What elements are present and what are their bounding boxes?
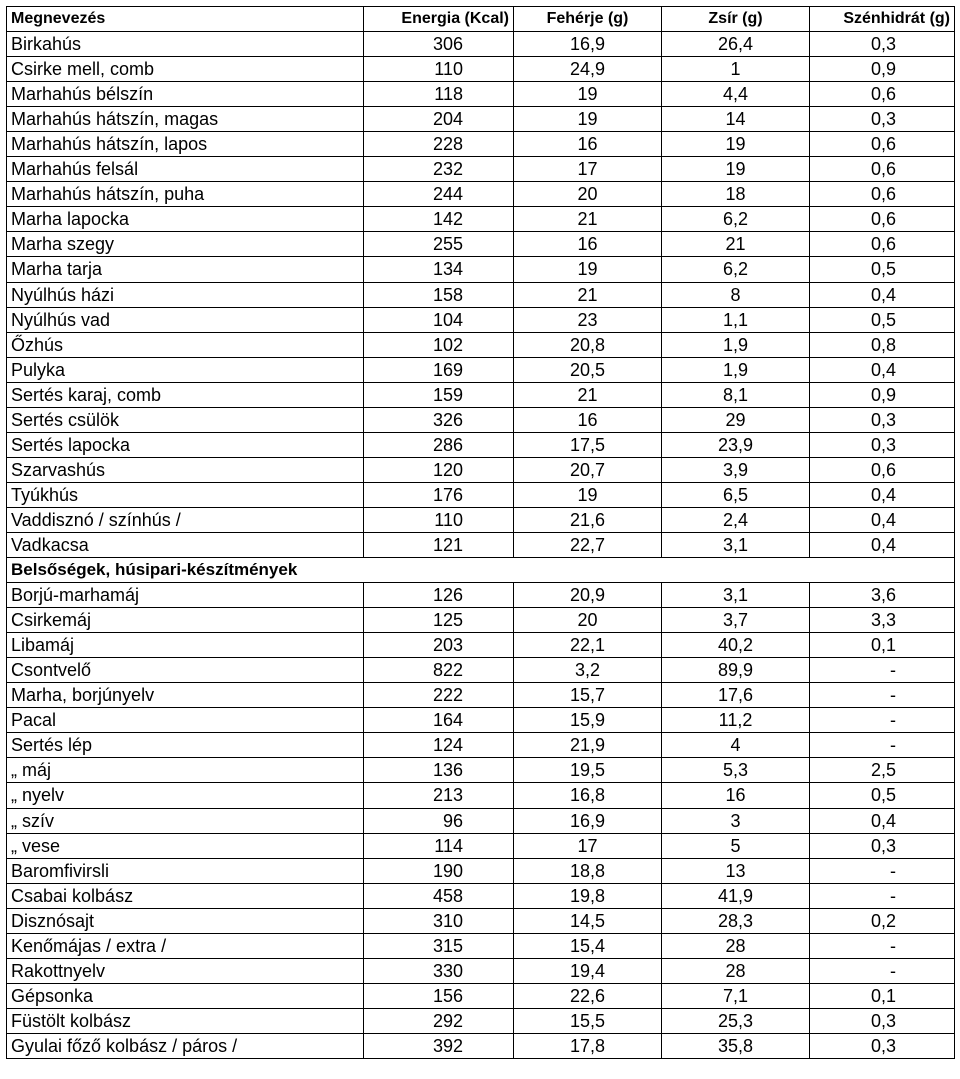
cell-name[interactable]: Őzhús: [7, 332, 364, 357]
cell-fat[interactable]: 3,1: [662, 583, 810, 608]
cell-protein[interactable]: 22,1: [514, 633, 662, 658]
cell-carbohydrate[interactable]: 0,3: [810, 107, 955, 132]
cell-fat[interactable]: 6,2: [662, 257, 810, 282]
cell-fat[interactable]: 7,1: [662, 983, 810, 1008]
cell-protein[interactable]: 19: [514, 82, 662, 107]
cell-carbohydrate[interactable]: 0,4: [810, 482, 955, 507]
cell-carbohydrate[interactable]: 0,6: [810, 232, 955, 257]
cell-energy[interactable]: 330: [364, 958, 514, 983]
cell-name[interactable]: Kenőmájas / extra /: [7, 933, 364, 958]
cell-fat[interactable]: 41,9: [662, 883, 810, 908]
cell-protein[interactable]: 19,8: [514, 883, 662, 908]
cell-energy[interactable]: 120: [364, 457, 514, 482]
cell-name[interactable]: Marhahús hátszín, lapos: [7, 132, 364, 157]
cell-protein[interactable]: 17,5: [514, 432, 662, 457]
table-row: [7, 1008, 955, 1033]
cell-protein[interactable]: 18,8: [514, 858, 662, 883]
table-row: [7, 858, 955, 883]
cell-fat[interactable]: 17,6: [662, 683, 810, 708]
cell-energy[interactable]: 118: [364, 82, 514, 107]
cell-fat[interactable]: 35,8: [662, 1033, 810, 1058]
cell-name[interactable]: Tyúkhús: [7, 482, 364, 507]
cell-energy[interactable]: 458: [364, 883, 514, 908]
cell-carbohydrate[interactable]: 0,5: [810, 257, 955, 282]
cell-protein[interactable]: 16: [514, 132, 662, 157]
table-row: [7, 182, 955, 207]
cell-energy[interactable]: 169: [364, 357, 514, 382]
cell-name[interactable]: Birkahús: [7, 32, 364, 57]
cell-name[interactable]: Marha, borjúnyelv: [7, 683, 364, 708]
cell-protein[interactable]: 21: [514, 382, 662, 407]
table-row: [7, 82, 955, 107]
cell-fat[interactable]: 1,1: [662, 307, 810, 332]
column-header-protein[interactable]: Fehérje (g): [514, 7, 662, 32]
cell-energy[interactable]: 292: [364, 1008, 514, 1033]
cell-protein[interactable]: 20: [514, 182, 662, 207]
table-row: [7, 1033, 955, 1058]
cell-carbohydrate[interactable]: 0,1: [810, 983, 955, 1008]
table-row: [7, 583, 955, 608]
cell-protein[interactable]: 3,2: [514, 658, 662, 683]
table-row: [7, 633, 955, 658]
table-row: [7, 132, 955, 157]
cell-energy[interactable]: 142: [364, 207, 514, 232]
cell-fat[interactable]: 18: [662, 182, 810, 207]
cell-name[interactable]: Marha tarja: [7, 257, 364, 282]
cell-energy[interactable]: 102: [364, 332, 514, 357]
cell-carbohydrate[interactable]: 2,5: [810, 758, 955, 783]
cell-energy[interactable]: 228: [364, 132, 514, 157]
cell-carbohydrate[interactable]: 0,4: [810, 808, 955, 833]
cell-fat[interactable]: 5: [662, 833, 810, 858]
cell-protein[interactable]: 17: [514, 157, 662, 182]
cell-name[interactable]: Nyúlhús házi: [7, 282, 364, 307]
cell-fat[interactable]: 23,9: [662, 432, 810, 457]
cell-carbohydrate[interactable]: 0,4: [810, 532, 955, 557]
cell-fat[interactable]: 28,3: [662, 908, 810, 933]
cell-protein[interactable]: 22,7: [514, 532, 662, 557]
nutrition-table: [6, 6, 955, 1059]
cell-carbohydrate[interactable]: 0,6: [810, 207, 955, 232]
cell-energy[interactable]: 156: [364, 983, 514, 1008]
column-header-energy[interactable]: Energia (Kcal): [364, 7, 514, 32]
cell-protein[interactable]: 16,9: [514, 32, 662, 57]
cell-protein[interactable]: 17,8: [514, 1033, 662, 1058]
cell-protein[interactable]: 16,8: [514, 783, 662, 808]
cell-name[interactable]: Pulyka: [7, 357, 364, 382]
table-row: [7, 107, 955, 132]
cell-energy[interactable]: 110: [364, 57, 514, 82]
cell-name[interactable]: Csontvelő: [7, 658, 364, 683]
table-row: [7, 683, 955, 708]
cell-name[interactable]: Marhahús hátszín, puha: [7, 182, 364, 207]
cell-energy[interactable]: 392: [364, 1033, 514, 1058]
cell-protein[interactable]: 21: [514, 207, 662, 232]
table-row: [7, 457, 955, 482]
table-row: [7, 758, 955, 783]
cell-protein[interactable]: 19: [514, 107, 662, 132]
cell-fat[interactable]: 19: [662, 132, 810, 157]
cell-energy[interactable]: 164: [364, 708, 514, 733]
table-row: [7, 833, 955, 858]
cell-protein[interactable]: 20,8: [514, 332, 662, 357]
cell-fat[interactable]: 26,4: [662, 32, 810, 57]
cell-energy[interactable]: 326: [364, 407, 514, 432]
table-row: [7, 733, 955, 758]
cell-energy[interactable]: 310: [364, 908, 514, 933]
cell-carbohydrate[interactable]: 0,3: [810, 32, 955, 57]
table-row: [7, 808, 955, 833]
cell-name[interactable]: Marhahús hátszín, magas: [7, 107, 364, 132]
cell-protein[interactable]: 15,4: [514, 933, 662, 958]
cell-fat[interactable]: 1,9: [662, 332, 810, 357]
table-body: [7, 32, 955, 1059]
cell-fat[interactable]: 3,7: [662, 608, 810, 633]
cell-protein[interactable]: 21: [514, 282, 662, 307]
cell-energy[interactable]: 176: [364, 482, 514, 507]
cell-name[interactable]: Marha szegy: [7, 232, 364, 257]
table-row: [7, 157, 955, 182]
cell-fat[interactable]: 4,4: [662, 82, 810, 107]
table-row: [7, 207, 955, 232]
cell-carbohydrate[interactable]: 0,4: [810, 507, 955, 532]
table-row: [7, 332, 955, 357]
section-header-row: [7, 558, 955, 583]
cell-protein[interactable]: 24,9: [514, 57, 662, 82]
cell-energy[interactable]: 190: [364, 858, 514, 883]
cell-carbohydrate[interactable]: 0,6: [810, 82, 955, 107]
cell-energy[interactable]: 104: [364, 307, 514, 332]
cell-carbohydrate[interactable]: 0,6: [810, 182, 955, 207]
cell-carbohydrate[interactable]: 0,6: [810, 457, 955, 482]
cell-name[interactable]: Sertés lép: [7, 733, 364, 758]
table-row: [7, 307, 955, 332]
cell-protein[interactable]: 20,5: [514, 357, 662, 382]
cell-name[interactable]: Vaddisznó / színhús /: [7, 507, 364, 532]
table-row: [7, 432, 955, 457]
cell-fat[interactable]: 19: [662, 157, 810, 182]
cell-energy[interactable]: 286: [364, 432, 514, 457]
cell-carbohydrate[interactable]: 0,5: [810, 307, 955, 332]
cell-protein[interactable]: 23: [514, 307, 662, 332]
cell-carbohydrate[interactable]: 3,3: [810, 608, 955, 633]
cell-name[interactable]: Rakottnyelv: [7, 958, 364, 983]
cell-carbohydrate[interactable]: -: [810, 858, 955, 883]
cell-name[interactable]: Marhahús bélszín: [7, 82, 364, 107]
cell-protein[interactable]: 17: [514, 833, 662, 858]
cell-fat[interactable]: 1,9: [662, 357, 810, 382]
cell-name[interactable]: Disznósajt: [7, 908, 364, 933]
table-row: [7, 282, 955, 307]
cell-energy[interactable]: 134: [364, 257, 514, 282]
cell-name[interactable]: Csirkemáj: [7, 608, 364, 633]
cell-fat[interactable]: 29: [662, 407, 810, 432]
cell-energy[interactable]: 126: [364, 583, 514, 608]
cell-energy[interactable]: 315: [364, 933, 514, 958]
table-row: [7, 608, 955, 633]
cell-carbohydrate[interactable]: 3,6: [810, 583, 955, 608]
cell-name[interactable]: Borjú-marhamáj: [7, 583, 364, 608]
cell-fat[interactable]: 1: [662, 57, 810, 82]
cell-protein[interactable]: 22,6: [514, 983, 662, 1008]
cell-name[interactable]: Csabai kolbász: [7, 883, 364, 908]
cell-carbohydrate[interactable]: 0,6: [810, 132, 955, 157]
cell-name[interactable]: Sertés csülök: [7, 407, 364, 432]
section-title[interactable]: Belsőségek, húsipari-készítmények: [7, 558, 955, 583]
cell-protein[interactable]: 16: [514, 232, 662, 257]
table-row: [7, 883, 955, 908]
header-row: [7, 7, 955, 32]
cell-name[interactable]: Gépsonka: [7, 983, 364, 1008]
cell-carbohydrate[interactable]: 0,3: [810, 1033, 955, 1058]
cell-carbohydrate[interactable]: 0,9: [810, 57, 955, 82]
cell-fat[interactable]: 4: [662, 733, 810, 758]
cell-name[interactable]: Gyulai főző kolbász / páros /: [7, 1033, 364, 1058]
cell-carbohydrate[interactable]: 0,3: [810, 432, 955, 457]
cell-energy[interactable]: 255: [364, 232, 514, 257]
cell-fat[interactable]: 2,4: [662, 507, 810, 532]
cell-protein[interactable]: 16: [514, 407, 662, 432]
cell-name[interactable]: Marhahús felsál: [7, 157, 364, 182]
cell-protein[interactable]: 20,9: [514, 583, 662, 608]
cell-protein[interactable]: 21,6: [514, 507, 662, 532]
cell-carbohydrate[interactable]: 0,3: [810, 407, 955, 432]
table-row: [7, 357, 955, 382]
table-row: [7, 482, 955, 507]
cell-energy[interactable]: 222: [364, 683, 514, 708]
column-header-carbohydrate[interactable]: Szénhidrát (g): [810, 7, 955, 32]
table-row: [7, 32, 955, 57]
cell-name[interactable]: Csirke mell, comb: [7, 57, 364, 82]
cell-carbohydrate[interactable]: 0,6: [810, 157, 955, 182]
cell-name[interactable]: „ vese: [7, 833, 364, 858]
cell-fat[interactable]: 89,9: [662, 658, 810, 683]
cell-protein[interactable]: 19,4: [514, 958, 662, 983]
cell-energy[interactable]: 125: [364, 608, 514, 633]
cell-name[interactable]: Vadkacsa: [7, 532, 364, 557]
cell-protein[interactable]: 21,9: [514, 733, 662, 758]
table-row: [7, 407, 955, 432]
table-row: [7, 658, 955, 683]
cell-energy[interactable]: 822: [364, 658, 514, 683]
cell-carbohydrate[interactable]: -: [810, 933, 955, 958]
cell-carbohydrate[interactable]: 0,4: [810, 357, 955, 382]
cell-energy[interactable]: 159: [364, 382, 514, 407]
cell-carbohydrate[interactable]: -: [810, 658, 955, 683]
table-row: [7, 933, 955, 958]
cell-fat[interactable]: 6,5: [662, 482, 810, 507]
cell-carbohydrate[interactable]: -: [810, 733, 955, 758]
cell-carbohydrate[interactable]: 0,3: [810, 1008, 955, 1033]
cell-fat[interactable]: 25,3: [662, 1008, 810, 1033]
table-row: [7, 507, 955, 532]
cell-name[interactable]: Füstölt kolbász: [7, 1008, 364, 1033]
cell-protein[interactable]: 19,5: [514, 758, 662, 783]
table-row: [7, 958, 955, 983]
table-row: [7, 708, 955, 733]
cell-protein[interactable]: 14,5: [514, 908, 662, 933]
table-row: [7, 783, 955, 808]
column-header-fat[interactable]: Zsír (g): [662, 7, 810, 32]
cell-protein[interactable]: 20: [514, 608, 662, 633]
cell-fat[interactable]: 6,2: [662, 207, 810, 232]
cell-fat[interactable]: 3,9: [662, 457, 810, 482]
cell-energy[interactable]: 232: [364, 157, 514, 182]
cell-carbohydrate[interactable]: 0,1: [810, 633, 955, 658]
cell-fat[interactable]: 3,1: [662, 532, 810, 557]
cell-fat[interactable]: 8,1: [662, 382, 810, 407]
cell-energy[interactable]: 203: [364, 633, 514, 658]
cell-name[interactable]: „ szív: [7, 808, 364, 833]
cell-energy[interactable]: 136: [364, 758, 514, 783]
cell-protein[interactable]: 19: [514, 257, 662, 282]
cell-fat[interactable]: 16: [662, 783, 810, 808]
cell-energy[interactable]: 96: [364, 808, 514, 833]
cell-name[interactable]: „ nyelv: [7, 783, 364, 808]
cell-name[interactable]: Sertés lapocka: [7, 432, 364, 457]
cell-energy[interactable]: 158: [364, 282, 514, 307]
cell-name[interactable]: Baromfivirsli: [7, 858, 364, 883]
cell-name[interactable]: Libamáj: [7, 633, 364, 658]
cell-name[interactable]: „ máj: [7, 758, 364, 783]
cell-name[interactable]: Szarvashús: [7, 457, 364, 482]
cell-name[interactable]: Marha lapocka: [7, 207, 364, 232]
cell-fat[interactable]: 28: [662, 958, 810, 983]
cell-protein[interactable]: 15,9: [514, 708, 662, 733]
cell-fat[interactable]: 3: [662, 808, 810, 833]
cell-carbohydrate[interactable]: -: [810, 883, 955, 908]
cell-protein[interactable]: 15,7: [514, 683, 662, 708]
cell-name[interactable]: Nyúlhús vad: [7, 307, 364, 332]
cell-carbohydrate[interactable]: 0,9: [810, 382, 955, 407]
column-header-name[interactable]: Megnevezés: [7, 7, 364, 32]
cell-fat[interactable]: 13: [662, 858, 810, 883]
cell-protein[interactable]: 19: [514, 482, 662, 507]
cell-energy[interactable]: 124: [364, 733, 514, 758]
cell-fat[interactable]: 40,2: [662, 633, 810, 658]
cell-protein[interactable]: 16,9: [514, 808, 662, 833]
cell-energy[interactable]: 110: [364, 507, 514, 532]
cell-energy[interactable]: 204: [364, 107, 514, 132]
table-row: [7, 908, 955, 933]
cell-protein[interactable]: 20,7: [514, 457, 662, 482]
cell-carbohydrate[interactable]: 0,2: [810, 908, 955, 933]
cell-fat[interactable]: 14: [662, 107, 810, 132]
cell-name[interactable]: Sertés karaj, comb: [7, 382, 364, 407]
table-row: [7, 532, 955, 557]
cell-carbohydrate[interactable]: -: [810, 708, 955, 733]
table-row: [7, 257, 955, 282]
cell-energy[interactable]: 121: [364, 532, 514, 557]
cell-carbohydrate[interactable]: -: [810, 958, 955, 983]
cell-carbohydrate[interactable]: 0,3: [810, 833, 955, 858]
table-row: [7, 57, 955, 82]
spreadsheet: [6, 6, 954, 1059]
cell-fat[interactable]: 8: [662, 282, 810, 307]
cell-carbohydrate[interactable]: -: [810, 683, 955, 708]
cell-fat[interactable]: 5,3: [662, 758, 810, 783]
cell-fat[interactable]: 11,2: [662, 708, 810, 733]
cell-energy[interactable]: 306: [364, 32, 514, 57]
cell-carbohydrate[interactable]: 0,8: [810, 332, 955, 357]
cell-protein[interactable]: 15,5: [514, 1008, 662, 1033]
cell-fat[interactable]: 21: [662, 232, 810, 257]
table-row: [7, 232, 955, 257]
cell-energy[interactable]: 213: [364, 783, 514, 808]
cell-fat[interactable]: 28: [662, 933, 810, 958]
cell-energy[interactable]: 114: [364, 833, 514, 858]
cell-name[interactable]: Pacal: [7, 708, 364, 733]
cell-carbohydrate[interactable]: 0,5: [810, 783, 955, 808]
table-row: [7, 382, 955, 407]
table-row: [7, 983, 955, 1008]
cell-energy[interactable]: 244: [364, 182, 514, 207]
cell-carbohydrate[interactable]: 0,4: [810, 282, 955, 307]
